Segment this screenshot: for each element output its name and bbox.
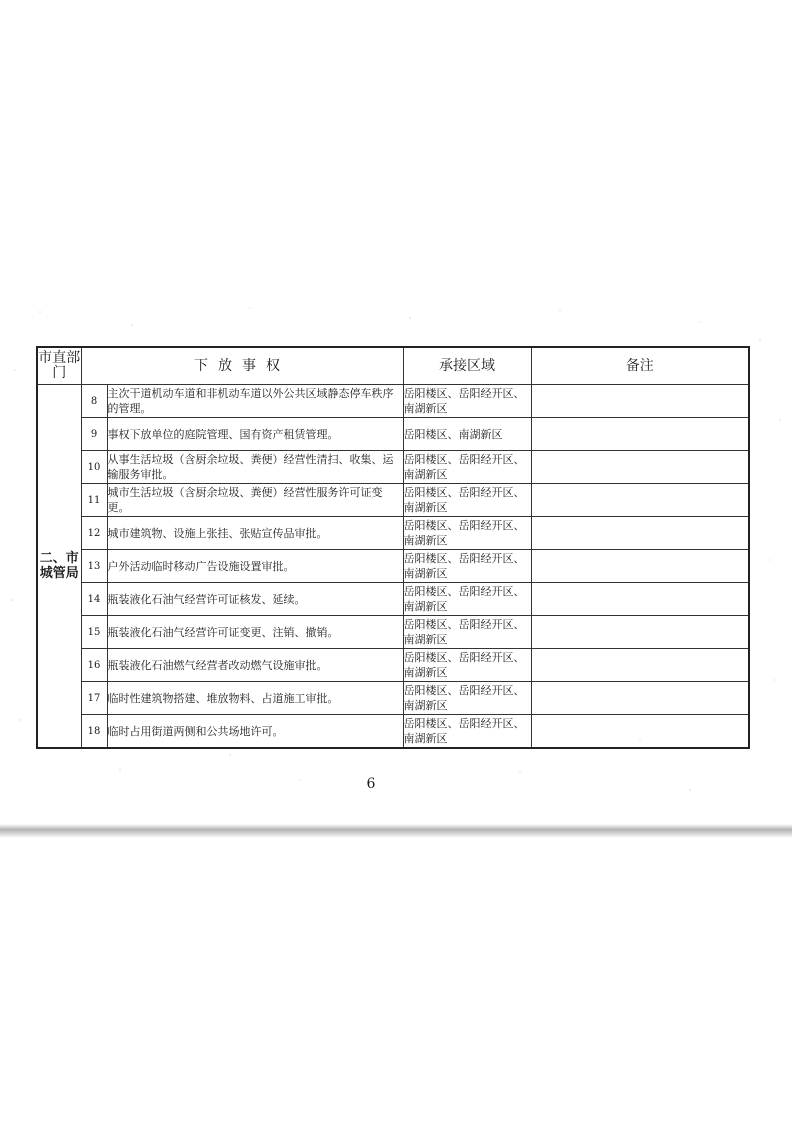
table-row xyxy=(37,715,749,749)
department-cell: 二、市城管局 xyxy=(37,385,81,749)
row-region: 岳阳楼区、岳阳经开区、南湖新区 xyxy=(403,649,531,682)
scan-edge-band xyxy=(0,824,792,838)
row-region: 岳阳楼区、岳阳经开区、南湖新区 xyxy=(403,616,531,649)
row-region: 岳阳楼区、岳阳经开区、南湖新区 xyxy=(403,550,531,583)
table-row xyxy=(37,517,749,550)
table-row xyxy=(37,616,749,649)
row-item: 户外活动临时移动广告设施设置审批。 xyxy=(107,550,403,583)
table-row xyxy=(37,682,749,715)
table-row xyxy=(37,583,749,616)
row-note xyxy=(531,451,749,484)
table-row xyxy=(37,484,749,517)
row-note xyxy=(531,517,749,550)
header-receiving-region: 承接区域 xyxy=(403,347,531,385)
row-number: 13 xyxy=(81,550,107,583)
row-note xyxy=(531,550,749,583)
page-number: 6 xyxy=(366,776,376,792)
row-item: 城市建筑物、设施上张挂、张贴宣传品审批。 xyxy=(107,517,403,550)
row-item: 临时占用街道两侧和公共场地许可。 xyxy=(107,715,403,749)
row-region: 岳阳楼区、南湖新区 xyxy=(403,418,531,451)
row-item: 事权下放单位的庭院管理、国有资产租赁管理。 xyxy=(107,418,403,451)
row-region: 岳阳楼区、岳阳经开区、南湖新区 xyxy=(403,451,531,484)
row-region: 岳阳楼区、岳阳经开区、南湖新区 xyxy=(403,682,531,715)
row-region: 岳阳楼区、岳阳经开区、南湖新区 xyxy=(403,583,531,616)
table-row xyxy=(37,649,749,682)
row-number: 18 xyxy=(81,715,107,749)
row-note xyxy=(531,583,749,616)
row-region: 岳阳楼区、岳阳经开区、南湖新区 xyxy=(403,715,531,749)
row-item: 城市生活垃圾（含厨余垃圾、粪便）经营性服务许可证变更。 xyxy=(107,484,403,517)
row-region: 岳阳楼区、岳阳经开区、南湖新区 xyxy=(403,517,531,550)
row-note xyxy=(531,682,749,715)
row-number: 10 xyxy=(81,451,107,484)
header-department: 市直部门 xyxy=(37,347,81,385)
row-region: 岳阳楼区、岳阳经开区、南湖新区 xyxy=(403,484,531,517)
row-number: 8 xyxy=(81,385,107,418)
row-item: 瓶装液化石油气经营许可证核发、延续。 xyxy=(107,583,403,616)
row-note xyxy=(531,616,749,649)
table-row xyxy=(37,550,749,583)
row-note xyxy=(531,385,749,418)
row-note xyxy=(531,418,749,451)
row-note xyxy=(531,484,749,517)
table-row xyxy=(37,451,749,484)
row-item: 从事生活垃圾（含厨余垃圾、粪便）经营性清扫、收集、运输服务审批。 xyxy=(107,451,403,484)
row-number: 12 xyxy=(81,517,107,550)
row-item: 瓶装液化石油燃气经营者改动燃气设施审批。 xyxy=(107,649,403,682)
row-note xyxy=(531,649,749,682)
table-row xyxy=(37,418,749,451)
row-number: 14 xyxy=(81,583,107,616)
row-number: 9 xyxy=(81,418,107,451)
row-note xyxy=(531,715,749,749)
row-item: 主次干道机动车道和非机动车道以外公共区域静态停车秩序的管理。 xyxy=(107,385,403,418)
table-header-row xyxy=(37,347,749,385)
row-number: 11 xyxy=(81,484,107,517)
header-remarks: 备注 xyxy=(531,347,749,385)
row-item: 瓶装液化石油气经营许可证变更、注销、撤销。 xyxy=(107,616,403,649)
delegation-table xyxy=(36,346,750,749)
table-row xyxy=(37,385,749,418)
row-region: 岳阳楼区、岳阳经开区、南湖新区 xyxy=(403,385,531,418)
row-number: 16 xyxy=(81,649,107,682)
row-number: 15 xyxy=(81,616,107,649)
row-item: 临时性建筑物搭建、堆放物料、占道施工审批。 xyxy=(107,682,403,715)
header-delegated-powers: 下放事权 xyxy=(81,347,403,385)
row-number: 17 xyxy=(81,682,107,715)
